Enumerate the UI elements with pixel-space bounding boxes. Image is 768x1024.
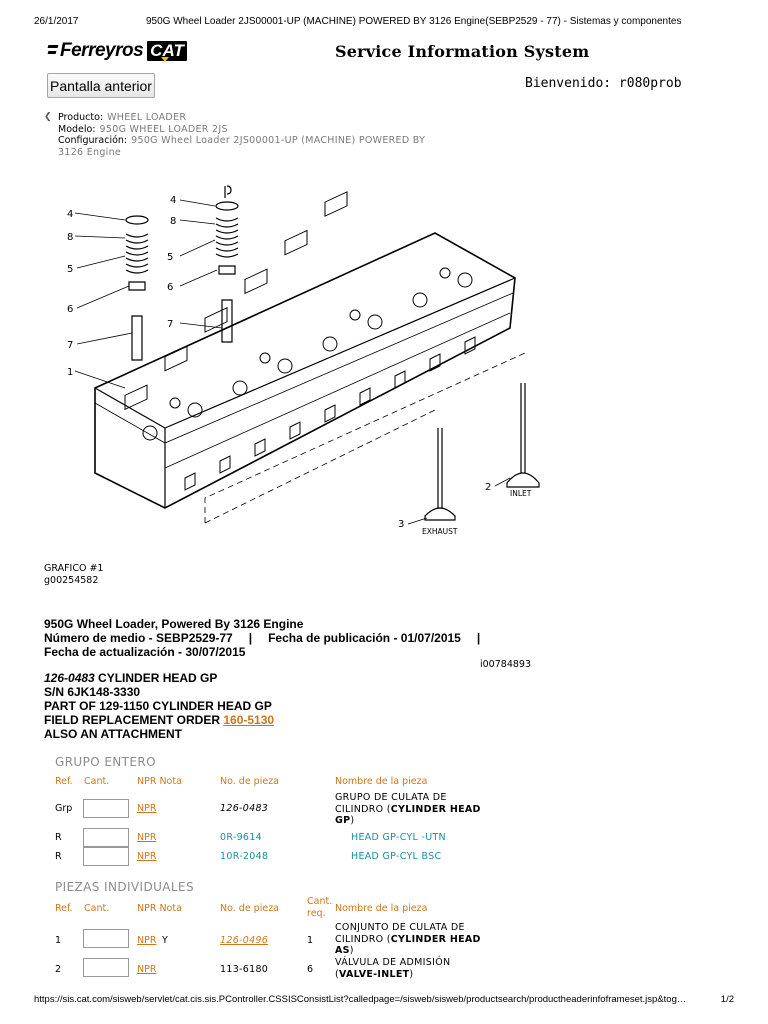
quantity-input[interactable] [83,799,129,818]
doc-line1: 950G Wheel Loader, Powered By 3126 Engine [44,617,304,631]
part-number: 126-0483 [220,803,269,814]
callout-5-left: 5 [67,264,74,275]
ferreyros-cat-logo [48,40,187,62]
col-part-name: Nombre de la pieza [335,903,428,914]
back-button[interactable]: Pantalla anterior [47,73,155,98]
part-heading [44,671,274,741]
part-name-line2: CILINDRO ( [335,803,391,815]
part-name [335,792,481,827]
part-name-english: CYLINDER HEAD [390,933,481,945]
print-title: 950G Wheel Loader 2JS00001-UP (MACHINE) POWERED BY 3126 Engine(SEBP2529 - 77) - Sistemas y componentes [146,16,682,27]
note: Y [162,935,168,946]
col-cant: Cant. [84,903,110,914]
breadcrumb [44,112,425,158]
npr-link[interactable]: NPR [137,832,157,843]
row-ref: 2 [55,964,62,975]
part-number: 126-0483 [44,671,95,685]
cat-logo: CAT [147,41,187,61]
fro-link[interactable]: 160-5130 [223,713,275,727]
quantity-input[interactable] [83,929,129,948]
col-ref: Ref. [55,903,73,914]
publication-date: Fecha de publicación - 01/07/2015 [268,631,461,645]
cylinder-head-illustration [55,178,545,548]
part-name [335,957,450,980]
inlet-label: INLET [510,489,532,498]
part-name-english: VALVE-INLET [339,968,410,980]
back-caret-icon[interactable]: ❮ [44,112,52,122]
part-name: HEAD GP-CYL -UTN [351,832,446,843]
col-part-number: No. de pieza [220,776,280,787]
col-ref: Ref. [55,776,73,787]
serial-range: S/N 6JK148-3330 [44,685,141,699]
col-part-name: Nombre de la pieza [335,776,428,787]
row-ref: R [55,851,62,862]
product-value: WHEEL LOADER [107,112,187,123]
part-name: CYLINDER HEAD GP [94,671,218,685]
callout-6-right: 6 [167,282,174,293]
page-number: 1/2 [720,994,734,1005]
callout-8-right: 8 [170,216,177,227]
ferreyros-logo [48,40,143,62]
callout-7-left: 7 [67,340,74,351]
col-npr: NPR Nota [137,903,182,914]
graphic-id: g00254582 [44,575,99,586]
attachment-note: ALSO AN ATTACHMENT [44,727,182,741]
callout-1: 1 [67,367,74,378]
ferreyros-text: Ferreyros [60,40,144,61]
qty-required: 6 [307,964,314,975]
part-name-close: ) [349,945,354,956]
col-npr: NPR Nota [137,776,182,787]
fro-label: FIELD REPLACEMENT ORDER [44,713,224,727]
part-name [335,922,481,957]
col-qty-required-line1: Cant. [307,896,333,907]
graphic-caption [44,563,103,587]
col-qty-required-line2: req. [307,907,326,919]
document-id: i00784893 [480,659,531,670]
part-name-open: ( [335,968,340,980]
part-name-line1: GRUPO DE CULATA DE [335,792,447,803]
print-date: 26/1/2017 [34,16,79,27]
callout-4-right: 4 [170,195,177,206]
quantity-input[interactable] [83,847,129,866]
part-of: PART OF 129-1150 CYLINDER HEAD GP [44,699,272,713]
product-label: Producto: [58,112,104,123]
piezas-individuales-title: PIEZAS INDIVIDUALES [55,880,194,894]
npr-link[interactable]: NPR [137,803,157,814]
callout-5-right: 5 [167,252,174,263]
parts-diagram [55,178,545,548]
part-name-english-cont: GP [335,815,351,826]
part-name-line1: CONJUNTO DE CULATA DE [335,922,465,933]
callout-8-left: 8 [67,232,74,243]
config-value-cont: 3126 Engine [58,146,122,158]
part-name-close: ) [409,968,414,980]
callout-2: 2 [485,482,492,493]
exhaust-label: EXHAUST [422,527,458,536]
part-number-link[interactable]: 126-0496 [220,935,269,946]
col-cant: Cant. [84,776,110,787]
npr-link[interactable]: NPR [137,935,157,946]
part-number: 113-6180 [220,964,269,975]
separator: | [248,631,253,645]
config-label: Configuración: [58,135,128,146]
model-label: Modelo: [58,123,96,135]
grupo-entero-title: GRUPO ENTERO [55,755,156,769]
part-name-english: CYLINDER HEAD [390,803,481,815]
npr-link[interactable]: NPR [137,851,157,862]
media-number: Número de medio - SEBP2529-77 [44,631,233,645]
callout-7-right: 7 [167,319,174,330]
part-name: HEAD GP-CYL BSC [351,851,442,862]
part-number: 0R-9614 [220,832,262,843]
callout-6-left: 6 [67,304,74,315]
part-number: 10R-2048 [220,851,269,862]
col-qty-required [307,896,332,919]
part-name-english-cont: AS [335,945,350,956]
separator: | [476,631,481,645]
document-info [44,617,496,659]
row-ref: Grp [55,803,73,814]
part-name-close: ) [350,815,355,826]
update-date: Fecha de actualización - 30/07/2015 [44,645,246,659]
config-value: 950G Wheel Loader 2JS00001-UP (MACHINE) POWERED BY [131,135,426,146]
row-ref: 1 [55,935,62,946]
page-url: https://sis.cat.com/sisweb/servlet/cat.cis.sis.PController.CSSISConsistList?calledpage=/sisweb/sisweb/productsearch/productheaderinfoframeset.jsp&tog… [34,994,687,1005]
quantity-input[interactable] [83,958,129,977]
welcome-text: Bienvenido: r080prob [525,76,682,91]
ferreyros-mark-icon [48,43,58,59]
npr-link[interactable]: NPR [137,964,157,975]
model-value: 950G WHEEL LOADER 2JS [99,123,228,135]
graphic-label: GRAFICO #1 [44,563,104,574]
callout-3: 3 [398,519,405,530]
quantity-input[interactable] [83,828,129,847]
row-ref: R [55,832,62,843]
page-title: Service Information System [335,42,590,61]
part-name-line2: CILINDRO ( [335,933,391,945]
callout-4-left: 4 [67,209,74,220]
col-part-number: No. de pieza [220,903,280,914]
part-name-line1: VÁLVULA DE ADMISIÓN [335,957,451,968]
qty-required: 1 [307,935,314,946]
